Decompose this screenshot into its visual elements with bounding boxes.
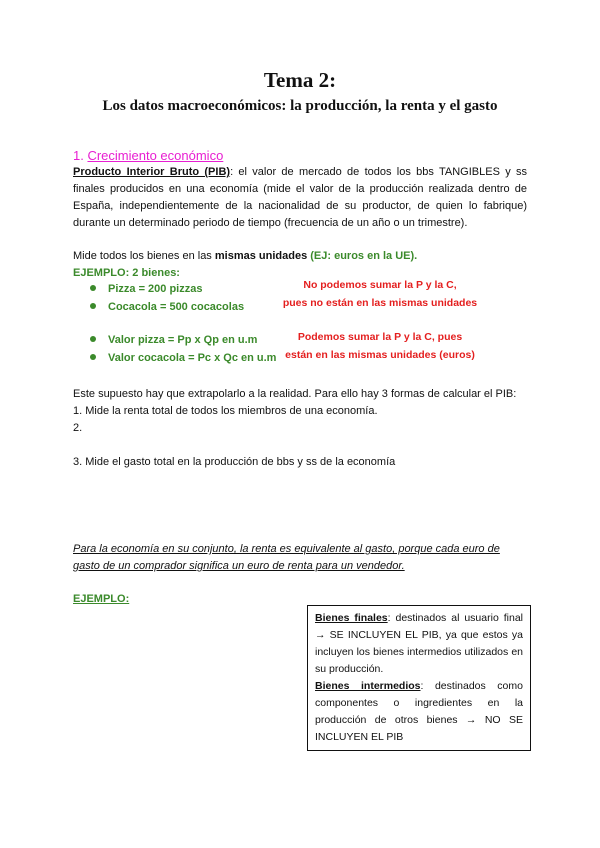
note1-line1: No podemos sumar la P y la C, xyxy=(303,279,457,291)
pib-term: Producto Interior Bruto (PIB) xyxy=(73,166,231,178)
units-bold: mismas unidades xyxy=(214,250,308,262)
bullet-text: Pizza = 200 pizzas xyxy=(108,283,203,295)
page-subtitle: Los datos macroeconómicos: la producción, la renta y el gasto xyxy=(102,98,498,114)
note2-line2: están en las mismas unidades (euros) xyxy=(285,349,475,361)
bullet-dot-icon xyxy=(90,336,96,342)
intermediate-goods-definition xyxy=(315,678,523,746)
method-item-1: 1. Mide la renta total de todos los miembros de una economía. xyxy=(73,405,378,417)
bullet-dot-icon xyxy=(90,354,96,360)
bullet-valor-pizza xyxy=(90,334,257,346)
method-item-2: 2. xyxy=(73,422,83,434)
final-goods-definition xyxy=(315,610,523,678)
note-not-same-units xyxy=(275,276,485,312)
income-expense-note: Para la economía en su conjunto, la renta es equivalente al gasto, porque cada euro de gasto de un comprador significa un euro de renta para un vendedor. xyxy=(73,543,500,572)
section-heading xyxy=(73,148,223,163)
units-pre: Mide todos los bienes en las xyxy=(73,250,215,262)
section-number: 1. xyxy=(73,148,84,163)
section-heading-link[interactable]: Crecimiento económico xyxy=(87,148,224,163)
note2-line1: Podemos sumar la P y la C, pues xyxy=(297,331,463,343)
bullet-cocacola xyxy=(90,301,244,313)
goods-definition-box xyxy=(307,605,531,751)
units-example: (EJ: euros en la UE). xyxy=(307,250,418,262)
note1-line2: pues no están en las mismas unidades xyxy=(282,297,478,309)
bullet-text: Valor cocacola = Pc x Qc en u.m xyxy=(108,352,277,364)
bullet-text: Valor pizza = Pp x Qp en u.m xyxy=(108,334,258,346)
bullet-pizza xyxy=(90,283,202,295)
bullet-valor-cocacola xyxy=(90,352,276,364)
page-title: Tema 2: xyxy=(263,68,337,92)
methods-intro: Este supuesto hay que extrapolarlo a la realidad. Para ello hay 3 formas de calcular el PIB: xyxy=(73,388,517,400)
units-line xyxy=(73,248,417,265)
intermediate-goods-term: Bienes intermedios xyxy=(315,680,421,692)
method-item-3: 3. Mide el gasto total en la producción de bbs y ss de la economía xyxy=(73,456,396,468)
pib-definition xyxy=(73,164,527,232)
example1-label: EJEMPLO: 2 bienes: xyxy=(73,267,180,279)
bullet-dot-icon xyxy=(90,303,96,309)
final-goods-term: Bienes finales xyxy=(315,612,388,624)
bullet-dot-icon xyxy=(90,285,96,291)
pib-definition-text: : el valor de mercado de todos los bbs TANGIBLES y ss finales producidos en una economía (mide el valor de la producción realizada dentro de España, independientemente de la nacionalidad de su productor, de quien lo fabrique) durante un determinado periodo de tiempo (frecuencia de un año o un trimestre). xyxy=(73,166,528,229)
note-same-units xyxy=(275,328,485,364)
example2-label: EJEMPLO: xyxy=(73,593,130,605)
final-goods-text: : destinados al usuario final → SE INCLUYEN EL PIB, ya que estos ya incluyen los bienes intermedios utilizados en su producción. xyxy=(315,612,523,675)
intermediate-goods-text: : destinados como componentes o ingredientes en la producción de otros bienes → NO SE INCLUYEN EL PIB xyxy=(315,680,523,743)
bullet-text: Cocacola = 500 cocacolas xyxy=(108,301,245,313)
